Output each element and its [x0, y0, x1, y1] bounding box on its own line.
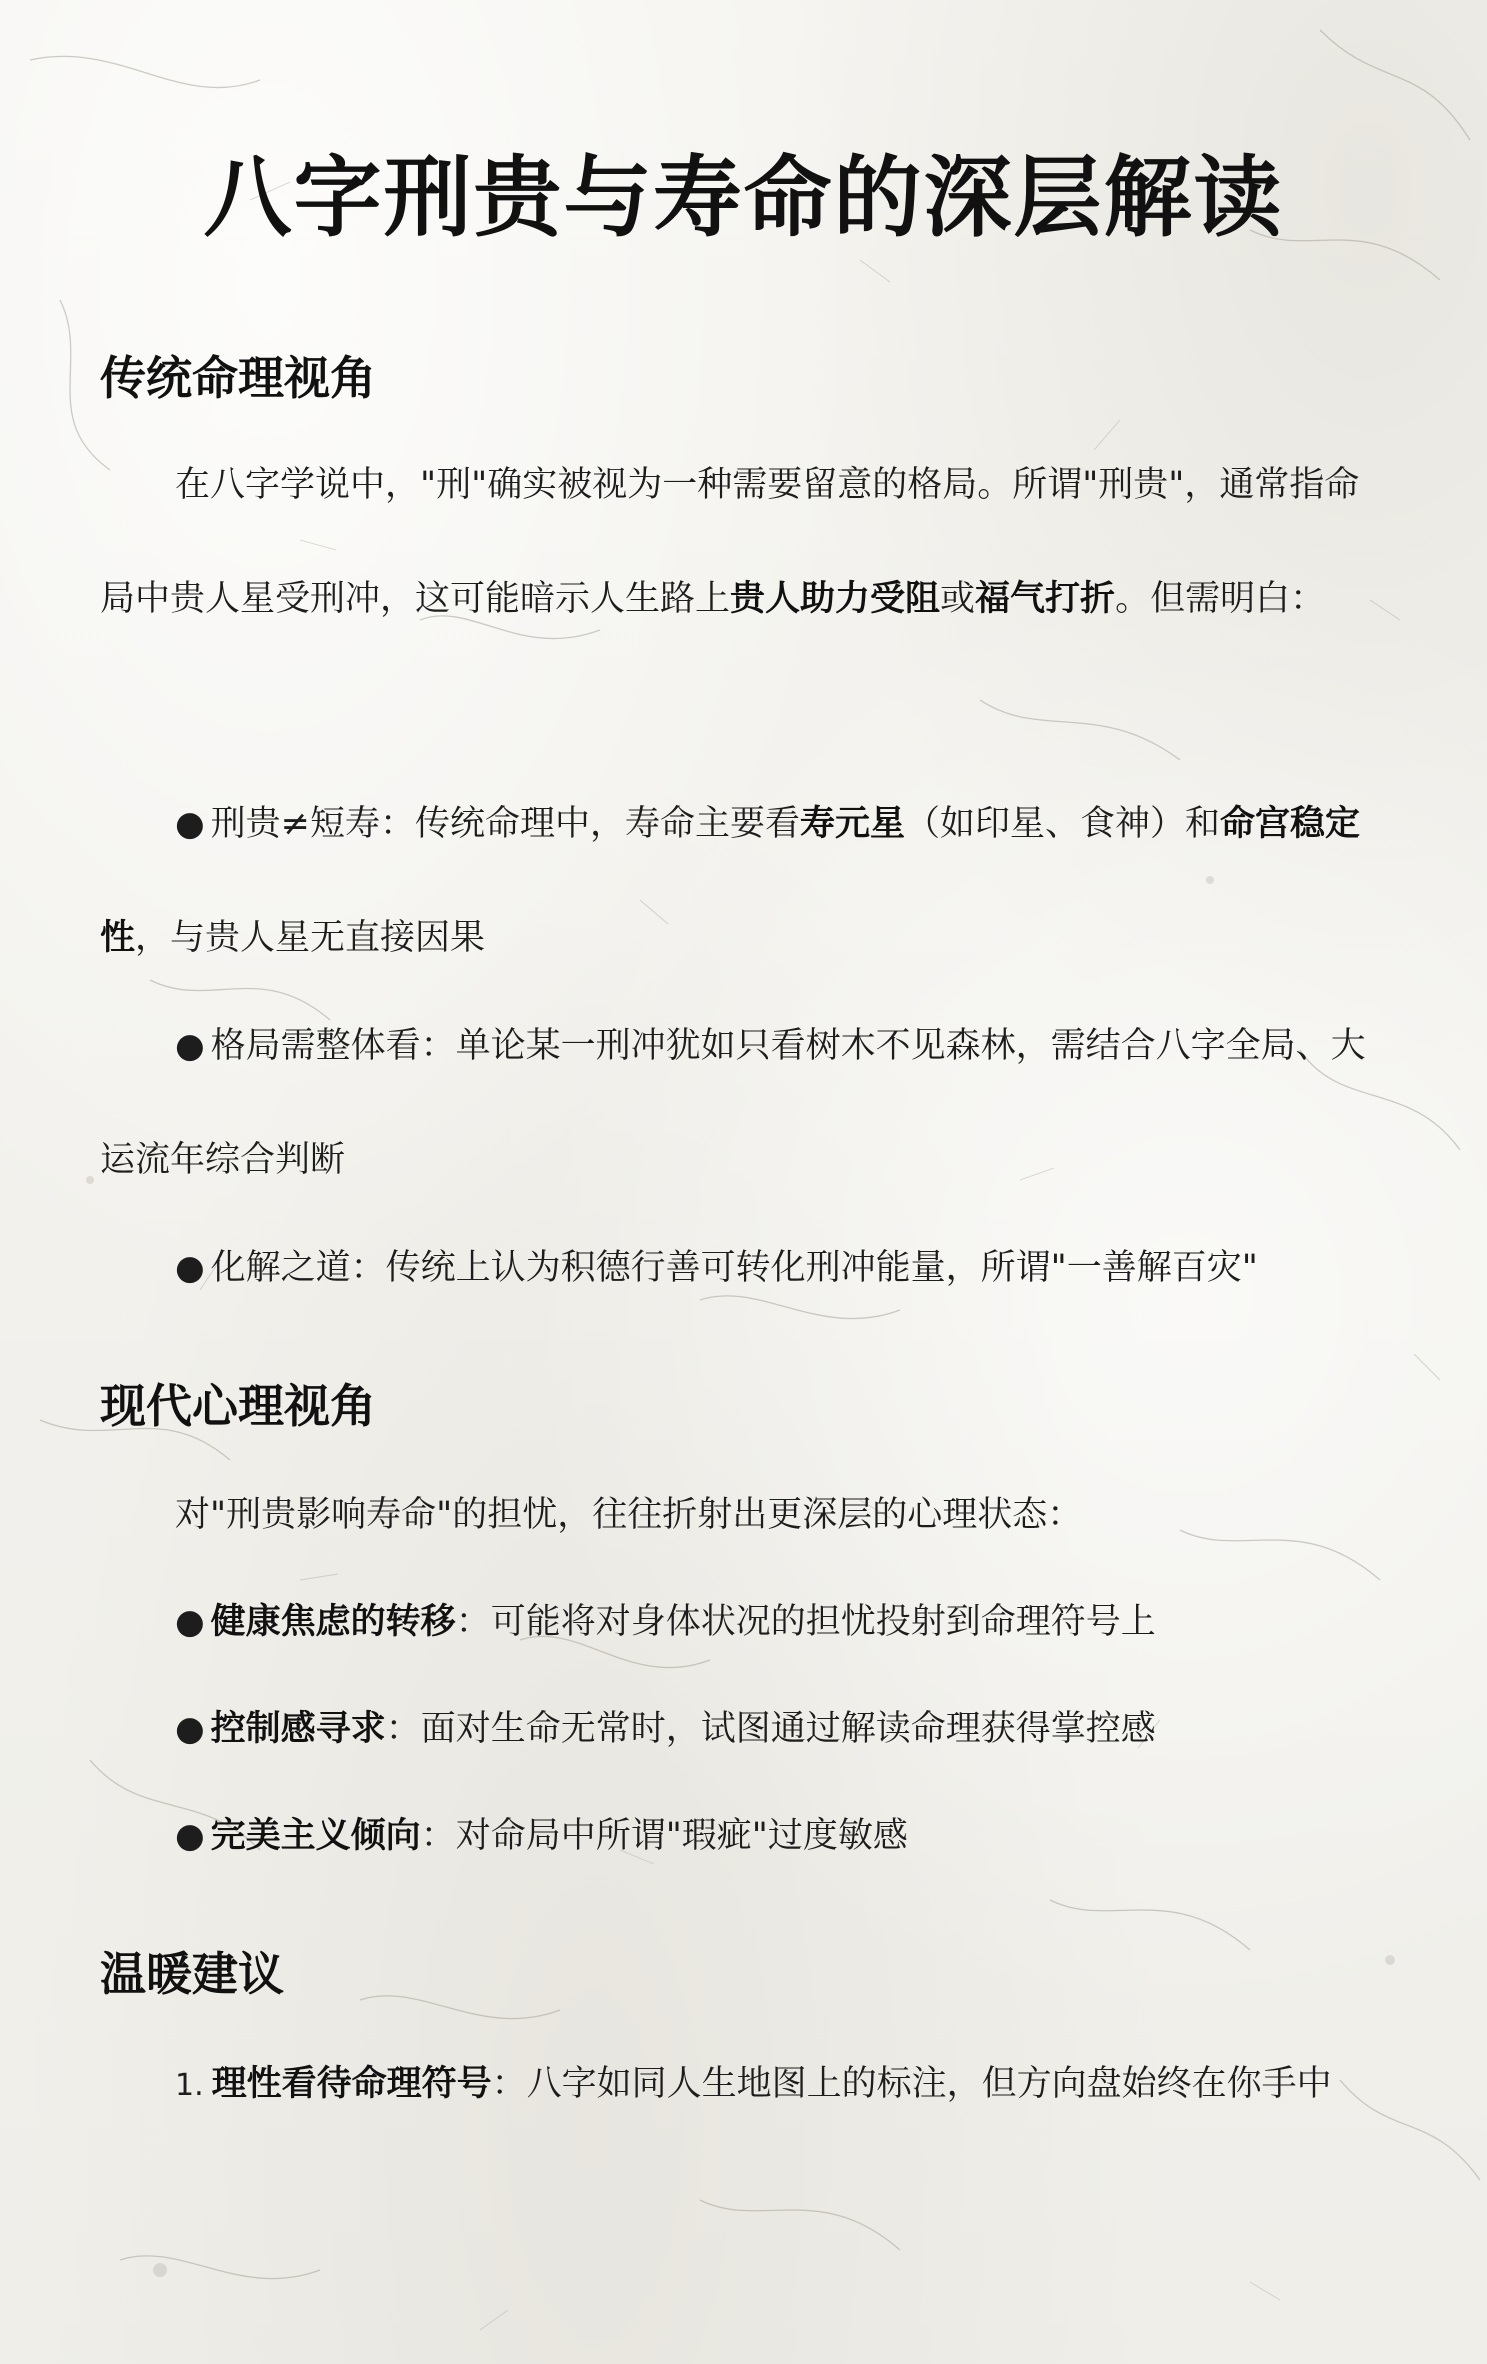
intro-text: 或	[940, 579, 976, 619]
bullet-item	[100, 767, 1380, 995]
intro-text: 。但需明白：	[1115, 579, 1326, 619]
bullet-text: 格局需整体看：单论某一刑冲犹如只看树木不见森林，需结合八字全局、大运流年综合判断	[100, 1026, 1366, 1180]
bullet-item	[175, 1699, 1156, 1759]
numbered-item	[100, 2027, 1380, 2143]
bullet-icon: ●	[175, 804, 205, 844]
bullet-bold-text: 命宫稳定性	[100, 804, 1361, 958]
bullet-text: ：对命局中所谓"瑕疵"过度敏感	[420, 1816, 908, 1856]
bullet-icon: ●	[175, 1602, 205, 1642]
bullet-bold-text: 寿元星	[800, 804, 906, 844]
item-text: ：八字如同人生地图上的标注，但方向盘始终在你手中	[491, 2064, 1332, 2104]
bullet-text: ，与贵人星无直接因果	[135, 918, 486, 958]
intro-text: 在八字学说中，"刑"确实被视为一种需要留意的格局。所谓"刑贵"，通常指命局中贵人星受刑冲，这可能暗示人生路上	[100, 465, 1360, 619]
section-heading-traditional: 传统命理视角	[100, 351, 376, 405]
list-number: 1.	[175, 2068, 204, 2103]
item-bold-text: 理性看待命理符号	[211, 2064, 492, 2104]
bullet-item	[100, 989, 1380, 1217]
section-heading-psychological: 现代心理视角	[100, 1379, 376, 1433]
bullet-text: （如印星、食神）和	[905, 804, 1221, 844]
bullet-text: ：面对生命无常时，试图通过解读命理获得掌控感	[385, 1709, 1156, 1749]
bullet-text: 化解之道：传统上认为积德行善可转化刑冲能量，所谓"一善解百灾"	[210, 1248, 1258, 1288]
intro-bold-text: 贵人助力受阻	[730, 579, 941, 619]
bullet-icon: ●	[175, 1248, 205, 1288]
intro-bold-text: 福气打折	[975, 579, 1116, 619]
traditional-intro-paragraph	[100, 428, 1380, 656]
section-heading-advice: 温暖建议	[100, 1947, 284, 2001]
bullet-item	[175, 1806, 908, 1866]
document-title: 八字刑贵与寿命的深层解读	[203, 146, 1284, 249]
bullet-text: 刑贵≠短寿：传统命理中，寿命主要看	[210, 804, 800, 844]
bullet-item	[175, 1592, 1156, 1652]
psychological-intro-paragraph: 对"刑贵影响寿命"的担忧，往往折射出更深层的心理状态：	[175, 1495, 1083, 1535]
bullet-bold-text: 完美主义倾向	[210, 1816, 421, 1856]
bullet-text: ：可能将对身体状况的担忧投射到命理符号上	[455, 1602, 1156, 1642]
bullet-icon: ●	[175, 1026, 205, 1066]
bullet-bold-text: 控制感寻求	[210, 1709, 386, 1749]
bullet-icon: ●	[175, 1816, 205, 1856]
bullet-item	[175, 1238, 1258, 1298]
bullet-icon: ●	[175, 1709, 205, 1749]
bullet-bold-text: 健康焦虑的转移	[210, 1602, 456, 1642]
